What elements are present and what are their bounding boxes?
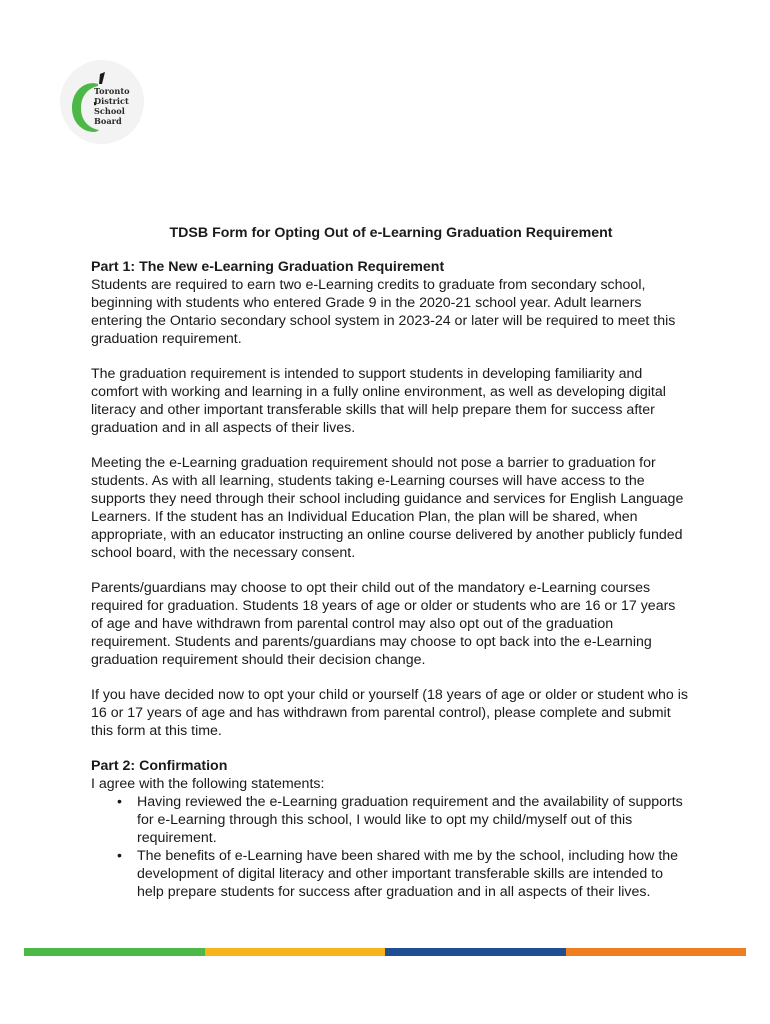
logo-line: School — [94, 106, 125, 116]
logo-line: District — [94, 96, 129, 106]
confirmation-list — [91, 793, 691, 901]
bar-segment-green — [24, 948, 205, 956]
list-item: • Having reviewed the e-Learning graduation requirement and the availability of supports for e-Learning through this school, I would like to opt my child/myself out of this requirement. — [137, 793, 691, 847]
part1-paragraph-5: If you have decided now to opt your child or yourself (18 years of age or older or student who is 16 or 17 years of age and has withdrawn from parental control), please complete and submit this form at this time. — [91, 687, 688, 739]
part1-paragraph-4: Parents/guardians may choose to opt their child out of the mandatory e-Learning courses required for graduation. Students 18 years of age or older or students who are 16 or 17 years of age and have withdrawn from parental control may also opt out of the graduation requirement. Students and parents/guardians may choose to opt back into the e-Learning graduation requirement should their decision change. — [91, 580, 676, 668]
bar-segment-orange — [566, 948, 747, 956]
part1-paragraph-2: The graduation requirement is intended to support students in developing familiarity and comfort with working and learning in a fully online environment, as well as developing digital literacy and other important transferable skills that will help prepare them for success after graduation and in all aspects of their lives. — [91, 366, 666, 436]
part1-heading: Part 1: The New e-Learning Graduation Requirement — [91, 259, 445, 275]
logo-line: Board — [94, 116, 122, 126]
logo-wordmark — [94, 86, 144, 126]
list-item: • The benefits of e-Learning have been shared with me by the school, including how the development of digital literacy and other important transferable skills are intended to help prepare students for success after graduation and in all aspects of their lives. — [137, 847, 691, 901]
logo-line: Toronto — [94, 86, 130, 96]
part1-paragraph-3: Meeting the e-Learning graduation requirement should not pose a barrier to graduation for students. As with all learning, students taking e-Learning courses will have access to the supports they need through their school including guidance and services for English Language Learners. If the student has an Individual Education Plan, the plan will be shared, when appropriate, with an educator instructing an online course delivered by another publicly funded school board, with the necessary consent. — [91, 455, 684, 561]
part2-heading: Part 2: Confirmation — [91, 758, 228, 774]
bar-segment-yellow — [205, 948, 386, 956]
footer-color-bar — [24, 948, 746, 956]
form-content — [91, 224, 691, 901]
part1-intro: Students are required to earn two e-Learning credits to graduate from secondary school, beginning with students who entered Grade 9 in the 2020-21 school year. Adult learners entering the Ontario secondary school system in 2023-24 or later will be required to meet this graduation requirement. — [91, 277, 676, 347]
part2-lead: I agree with the following statements: — [91, 776, 325, 792]
document-title: TDSB Form for Opting Out of e-Learning Graduation Requirement — [169, 225, 613, 241]
bar-segment-blue — [385, 948, 566, 956]
tdsb-logo — [60, 60, 144, 144]
